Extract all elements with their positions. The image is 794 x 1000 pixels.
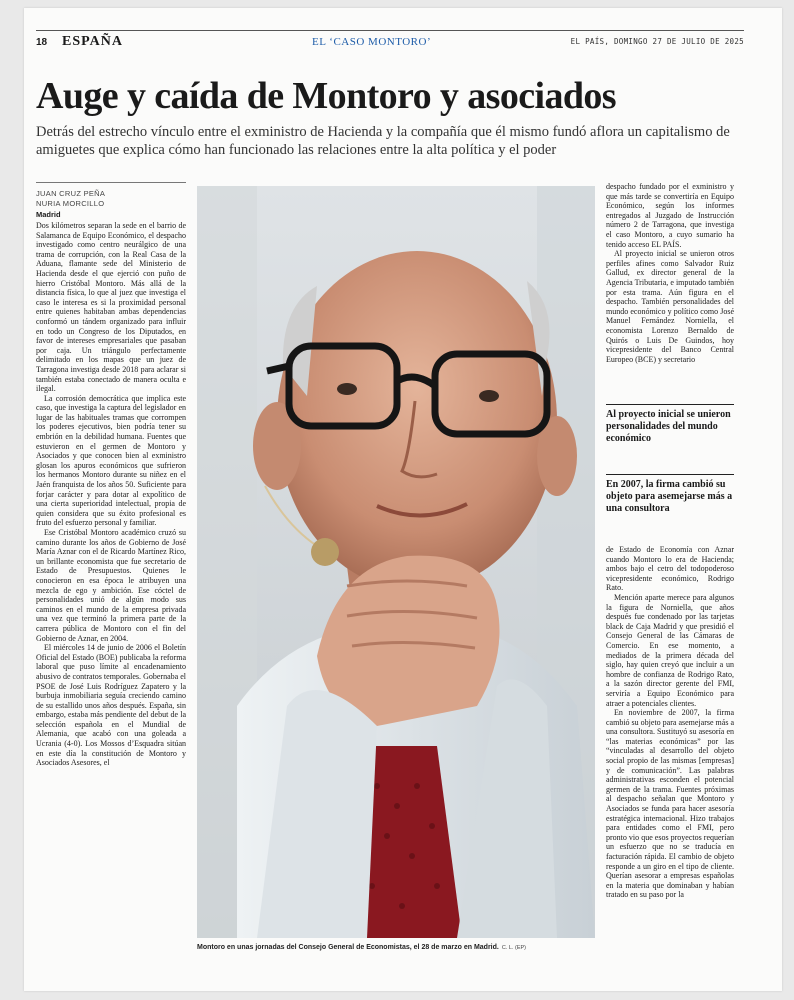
article-column-3-top (606, 182, 734, 364)
page-number: 18 (36, 37, 48, 48)
paragraph: Ese Cristóbal Montoro académico cruzó su camino durante los años de Gobierno de José María Aznar con el de Ricardo Martínez Rico, un brillante economista que fue secretario de Estado de Presupuestos. Quienes le conocieron en esa época le atribuyen una mezcla de ego y ambición. Ese cóctel de personalidades unió de algún modo sus caminos en el mundo de la empresa privada una vez que terminó la primera parte de la carrera pública de Montoro con el fin del Gobierno de Aznar, en 2004. (36, 528, 186, 643)
paragraph: En noviembre de 2007, la firma cambió su objeto para asemejarse más a una consultora. Sustituyó su asesoría en “las materias económicas” por las “vinculadas al desarrollo del objeto social propio de las mismas [empresas] y de comunicación”. Las palabras administrativas esconden el potencial germen de la trama. Fuentes próximas al despacho señalan que Montoro y Asociados se funda para hacer asesoría estratégica internacional. Hizo trabajos para entidades como el FMI, pero pronto vio que esos proyectos requerían un esfuerzo que no se traducía en facturación rápida. El cambio de objeto responde a un giro en el tipo de cliente. Querían asesorar a empresas españolas en la materia que dominaban y habían tratado en su paso por la (606, 708, 734, 900)
portrait-photo (197, 186, 595, 938)
paragraph: Al proyecto inicial se unieron otros perfiles afines como Salvador Ruiz Gallud, ex director general de la Agencia Tributaria, e imputado también por esta trama. Aún figura en el despacho. También personalidades del mundo económico y político como José Manuel Fernández Norniella, el economista Lorenzo Bernaldo de Quirós o Luis De Guindos, hoy vicepresidente del Banco Central Europeo (BCE) y secretario (606, 249, 734, 364)
pullquote-2: En 2007, la firma cambió su objeto para asemejarse más a una consultora (606, 474, 734, 515)
paragraph: Dos kilómetros separan la sede en el barrio de Salamanca de Equipo Económico, el despacho investigado como centro neurálgico de una trama de corrupción, con la Real Casa de la Aduana, flamante sede del Ministerio de Hacienda desde el que ejerció con puño de hierro Cristóbal Montoro. Más allá de la distancia física, lo que al juez que investiga el caso le interesa es si la proximidad personal entre quienes habitaban ambas dependencias conformó un tándem organizado para influir en todo un Congreso de los Diputados, en favor de intereses empresariales que pasaban por caja. Un triángulo perfectamente delimitado en los mapas que un juez de Tarragona investiga desde 2018 para aclarar si también estaba conectado de manera oculta e ilegal. (36, 221, 186, 394)
photo-credit: C. L. (EP) (501, 945, 527, 951)
dateline: EL PAÍS, DOMINGO 27 DE JULIO DE 2025 (570, 37, 744, 46)
paragraph: Mención aparte merece para algunos la figura de Norniella, que años después fue condenado por las tarjetas black de Caja Madrid y que presidió el Consejo General de las Cámaras de Comercio. En ese momento, a mediados de la primera década del siglo, hay quien creyó que incluir a un hombre de confianza de Rodrigo Rato, a la sazón director gerente del FMI, serviría a Equipo Económico para atraer a potenciales clientes. (606, 592, 734, 708)
article-column-3-bottom (606, 545, 734, 900)
subhead: Detrás del estrecho vínculo entre el exministro de Hacienda y la compañía que él mismo fundó aflora un capitalismo de amiguetes que explica cómo han funcionado las relaciones entre la alta política y el poder (36, 124, 730, 158)
pullquote-1: Al proyecto inicial se unieron personalidades del mundo económico (606, 404, 734, 445)
byline-rule (36, 182, 186, 183)
paragraph: La corrosión democrática que implica este caso, que investiga la captura del legislador en lugar de las habituales tramas que corrompen los poderes ejecutivos, bien podría tener su embrión en la debilidad humana. Fuentes que estuvieron en el germen de Montoro y Asociados y que conocen bien al exministro glosan los apuros económicos que sufrieron los hermanos Montoro durante su niñez en el Jaén franquista de los años 50. Suficiente para forjar carácter y para dotar al expolítico de una cierta superioridad intelectual, propia de quien considera que su éxito profesional es fruto del esfuerzo personal y familiar. (36, 393, 186, 528)
portrait-illustration (197, 186, 595, 938)
byline-author-1: JUAN CRUZ PEÑA (36, 189, 106, 198)
paragraph: despacho fundado por el exministro y que más tarde se convertiría en Equipo Económico, según los informes entregados al Juzgado de Instrucción número 2 de Tarragona, que investiga el caso Montoro, a cuyo sumario ha tenido acceso EL PAÍS. (606, 182, 734, 249)
byline-author-2: NURIA MORCILLO (36, 199, 105, 208)
section-name: ESPAÑA (62, 34, 123, 49)
caption-text: Montoro en unas jornadas del Consejo General de Economistas, el 28 de marzo en Madrid. (197, 944, 499, 951)
headline: Auge y caída de Montoro y asociados (36, 75, 616, 117)
rubric: EL ‘CASO MONTORO’ (312, 36, 432, 48)
page-header (36, 30, 744, 57)
photo-caption (197, 944, 597, 951)
byline-city: Madrid (36, 210, 61, 219)
paragraph: El miércoles 14 de junio de 2006 el Boletín Oficial del Estado (BOE) publicaba la reforma laboral que puso límite al encadenamiento abusivo de contratos temporales. Gobernaba el PSOE de José Luis Rodríguez Zapatero y la burbuja inmobiliaria seguía creciendo camino de su estallido unos años después. España, sin embargo, estaba más pendiente del debut de la selección española en el Mundial de Alemania, que acabó con una goleada a Ucrania (4-0). Los Mossos d’Esquadra sitúan en este día la constitución de Montoro y Asociados Asesores, el (36, 643, 186, 768)
article-column-1 (36, 182, 186, 768)
paragraph: de Estado de Economía con Aznar cuando Montoro lo era de Hacienda; ambos bajo el cetro del todopoderoso vicepresidente económico, Rodrigo Rato. (606, 545, 734, 593)
